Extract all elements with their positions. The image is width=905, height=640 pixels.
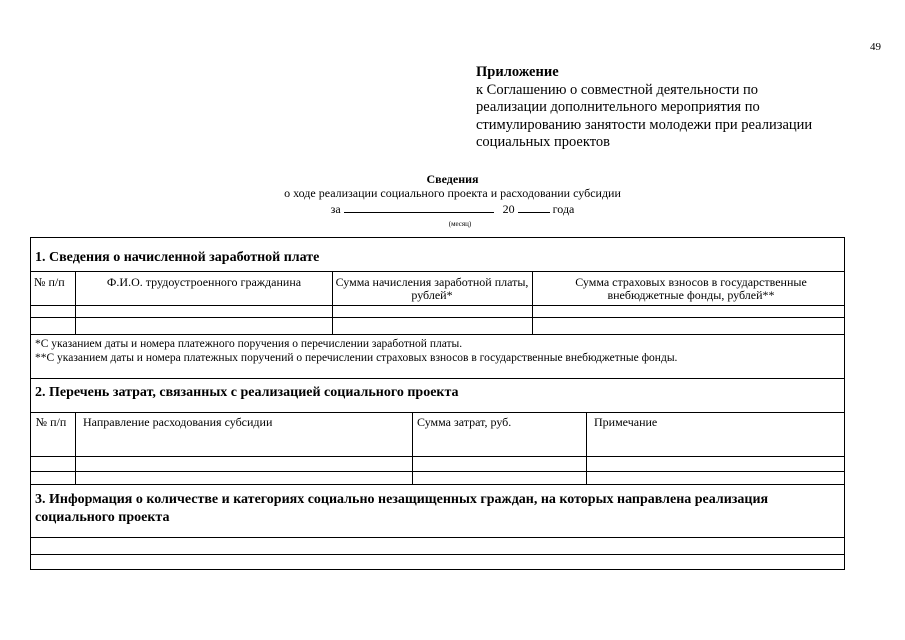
report-title: Сведения [426, 172, 479, 186]
table2-row-line [31, 471, 844, 472]
table1-row-line [31, 334, 844, 335]
divider [31, 271, 844, 272]
table1-row-line [31, 305, 844, 306]
appendix-block [476, 64, 812, 152]
table2-header-amount: Сумма затрат, руб. [417, 415, 512, 429]
divider [31, 378, 844, 379]
year-blank [518, 201, 550, 213]
column-divider [75, 271, 76, 334]
divider [31, 412, 844, 413]
appendix-line: реализации дополнительного мероприятия по [476, 99, 760, 115]
table2-header-number: № п/п [35, 415, 67, 429]
table1-row-line [31, 317, 844, 318]
period-prefix: за [330, 202, 341, 216]
column-divider [332, 271, 333, 334]
appendix-title: Приложение [476, 64, 559, 80]
table1-header-contributions: Сумма страховых взносов в государственные внебюджетные фонды, рублей** [575, 275, 807, 302]
appendix-line: социальных проектов [476, 134, 610, 150]
table2-row-line [31, 484, 844, 485]
report-form [30, 237, 845, 570]
section2-title: 2. Перечень затрат, связанных с реализацией социального проекта [35, 385, 459, 400]
footnote-contributions: **С указанием даты и номера платежных поручений о перечислении страховых взносов в государственные внебюджетные фонды. [35, 352, 678, 364]
report-period [0, 201, 905, 217]
table2-header-note: Примечание [594, 415, 658, 429]
column-divider [412, 412, 413, 484]
appendix-line: к Соглашению о совместной деятельности по [476, 81, 758, 98]
section3-title: 3. Информация о количестве и категориях социально незащищенных граждан, на которых направлена реализация социального проекта [35, 492, 769, 525]
section1-title: 1. Сведения о начисленной заработной плате [35, 250, 320, 265]
appendix-line: стимулированию занятости молодежи при реализации [476, 116, 813, 133]
column-divider [75, 412, 76, 484]
report-subtitle: о ходе реализации социального проекта и расходовании субсидии [284, 186, 621, 200]
table1-header-number: № п/п [34, 275, 65, 289]
section3-row-line [31, 554, 844, 555]
column-divider [586, 412, 587, 484]
section3-row-line [31, 537, 844, 538]
table1-header-name: Ф.И.О. трудоустроенного гражданина [106, 275, 302, 289]
year-prefix: 20 [502, 202, 515, 216]
table2-header-direction: Направление расходования субсидии [83, 415, 273, 429]
table1-header-salary: Сумма начисления заработной платы, рублей* [335, 275, 529, 302]
table2-row-line [31, 456, 844, 457]
column-divider [532, 271, 533, 334]
month-blank [344, 201, 494, 213]
footnote-salary: *С указанием даты и номера платежного поручения о перечислении заработной платы. [35, 338, 463, 350]
month-caption: (месяц) [448, 220, 472, 228]
year-suffix: года [552, 202, 575, 216]
page-number: 49 [870, 41, 881, 53]
